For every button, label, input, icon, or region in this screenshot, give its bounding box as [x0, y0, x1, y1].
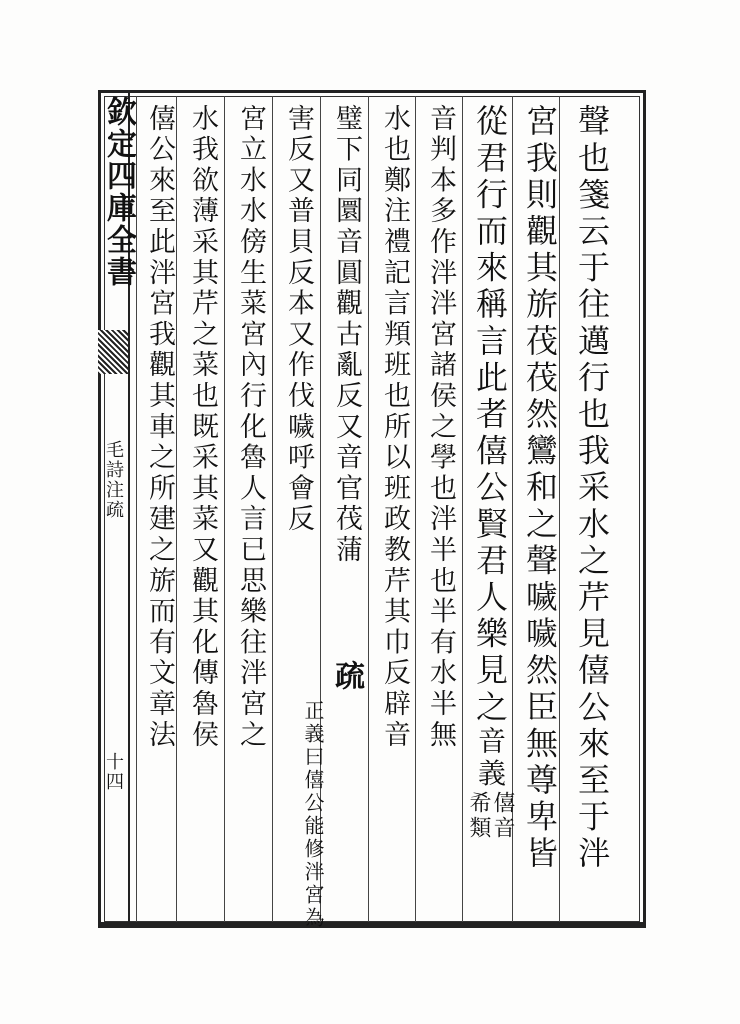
column-text: 宮我則觀其旂茷茷然鸞和之聲噦噦然臣無尊卑皆 — [521, 104, 559, 873]
column-rule — [368, 96, 369, 922]
column-text: 僖公來至此泮宮我觀其車之所建之旂而有文章法 — [144, 104, 175, 751]
text-column — [520, 104, 560, 873]
column-rule — [272, 96, 273, 922]
column-rule — [136, 96, 137, 922]
shu-note — [300, 700, 326, 930]
column-rule — [462, 96, 463, 922]
column-text: 宮立水水傍生菜宮內行化魯人言已思樂往泮宮之 — [235, 104, 266, 751]
seal-mark — [98, 330, 128, 374]
text-column — [420, 104, 460, 751]
shu-marker: 疏 — [329, 660, 364, 695]
book-heading-text: 欽定四庫全書 — [101, 96, 136, 288]
column-text: 水也鄭注禮記言頖班也所以班政教芹其巾反辟音 — [379, 104, 410, 751]
text-column — [182, 104, 222, 751]
shu-block — [326, 660, 366, 695]
bottom-band — [98, 922, 646, 928]
text-column — [326, 104, 366, 566]
column-text: 音判本多作泮泮宮諸侯之學也泮半也半有水半無 — [425, 104, 456, 751]
inline-note-left: 希類 — [466, 791, 491, 842]
text-column — [230, 104, 270, 751]
text-column — [142, 104, 176, 751]
page-number — [100, 752, 126, 796]
text-column — [374, 104, 414, 751]
column-text: 水我欲薄采其芹之菜也既采其菜又觀其化傳魯侯 — [187, 104, 218, 751]
column-text: 從君行而來稱言此者僖公賢君人樂見之 — [471, 104, 509, 727]
annotation-marker: 音義 — [474, 726, 507, 792]
column-text: 聲也箋云于往邁行也我采水之芹見僖公來至于泮 — [573, 104, 611, 873]
column-rule — [415, 96, 416, 922]
shu-note-text: 正義曰僖公能修泮宮為 — [301, 700, 325, 930]
side-label-text: 毛詩注疏 — [103, 440, 124, 520]
side-label — [100, 440, 126, 524]
book-heading — [96, 96, 136, 292]
column-text: 璧下同圜音圓觀古亂反又音官茷蒲 — [331, 104, 362, 566]
page-number-text: 十四 — [103, 752, 124, 792]
inline-note-right: 僖音 — [490, 791, 515, 842]
column-rule — [224, 96, 225, 922]
column-text: 害反又普貝反本又作伐噦呼會反 — [283, 104, 314, 536]
text-column — [278, 104, 318, 535]
inline-note — [467, 791, 513, 841]
text-column — [466, 104, 515, 842]
text-column — [572, 104, 612, 873]
